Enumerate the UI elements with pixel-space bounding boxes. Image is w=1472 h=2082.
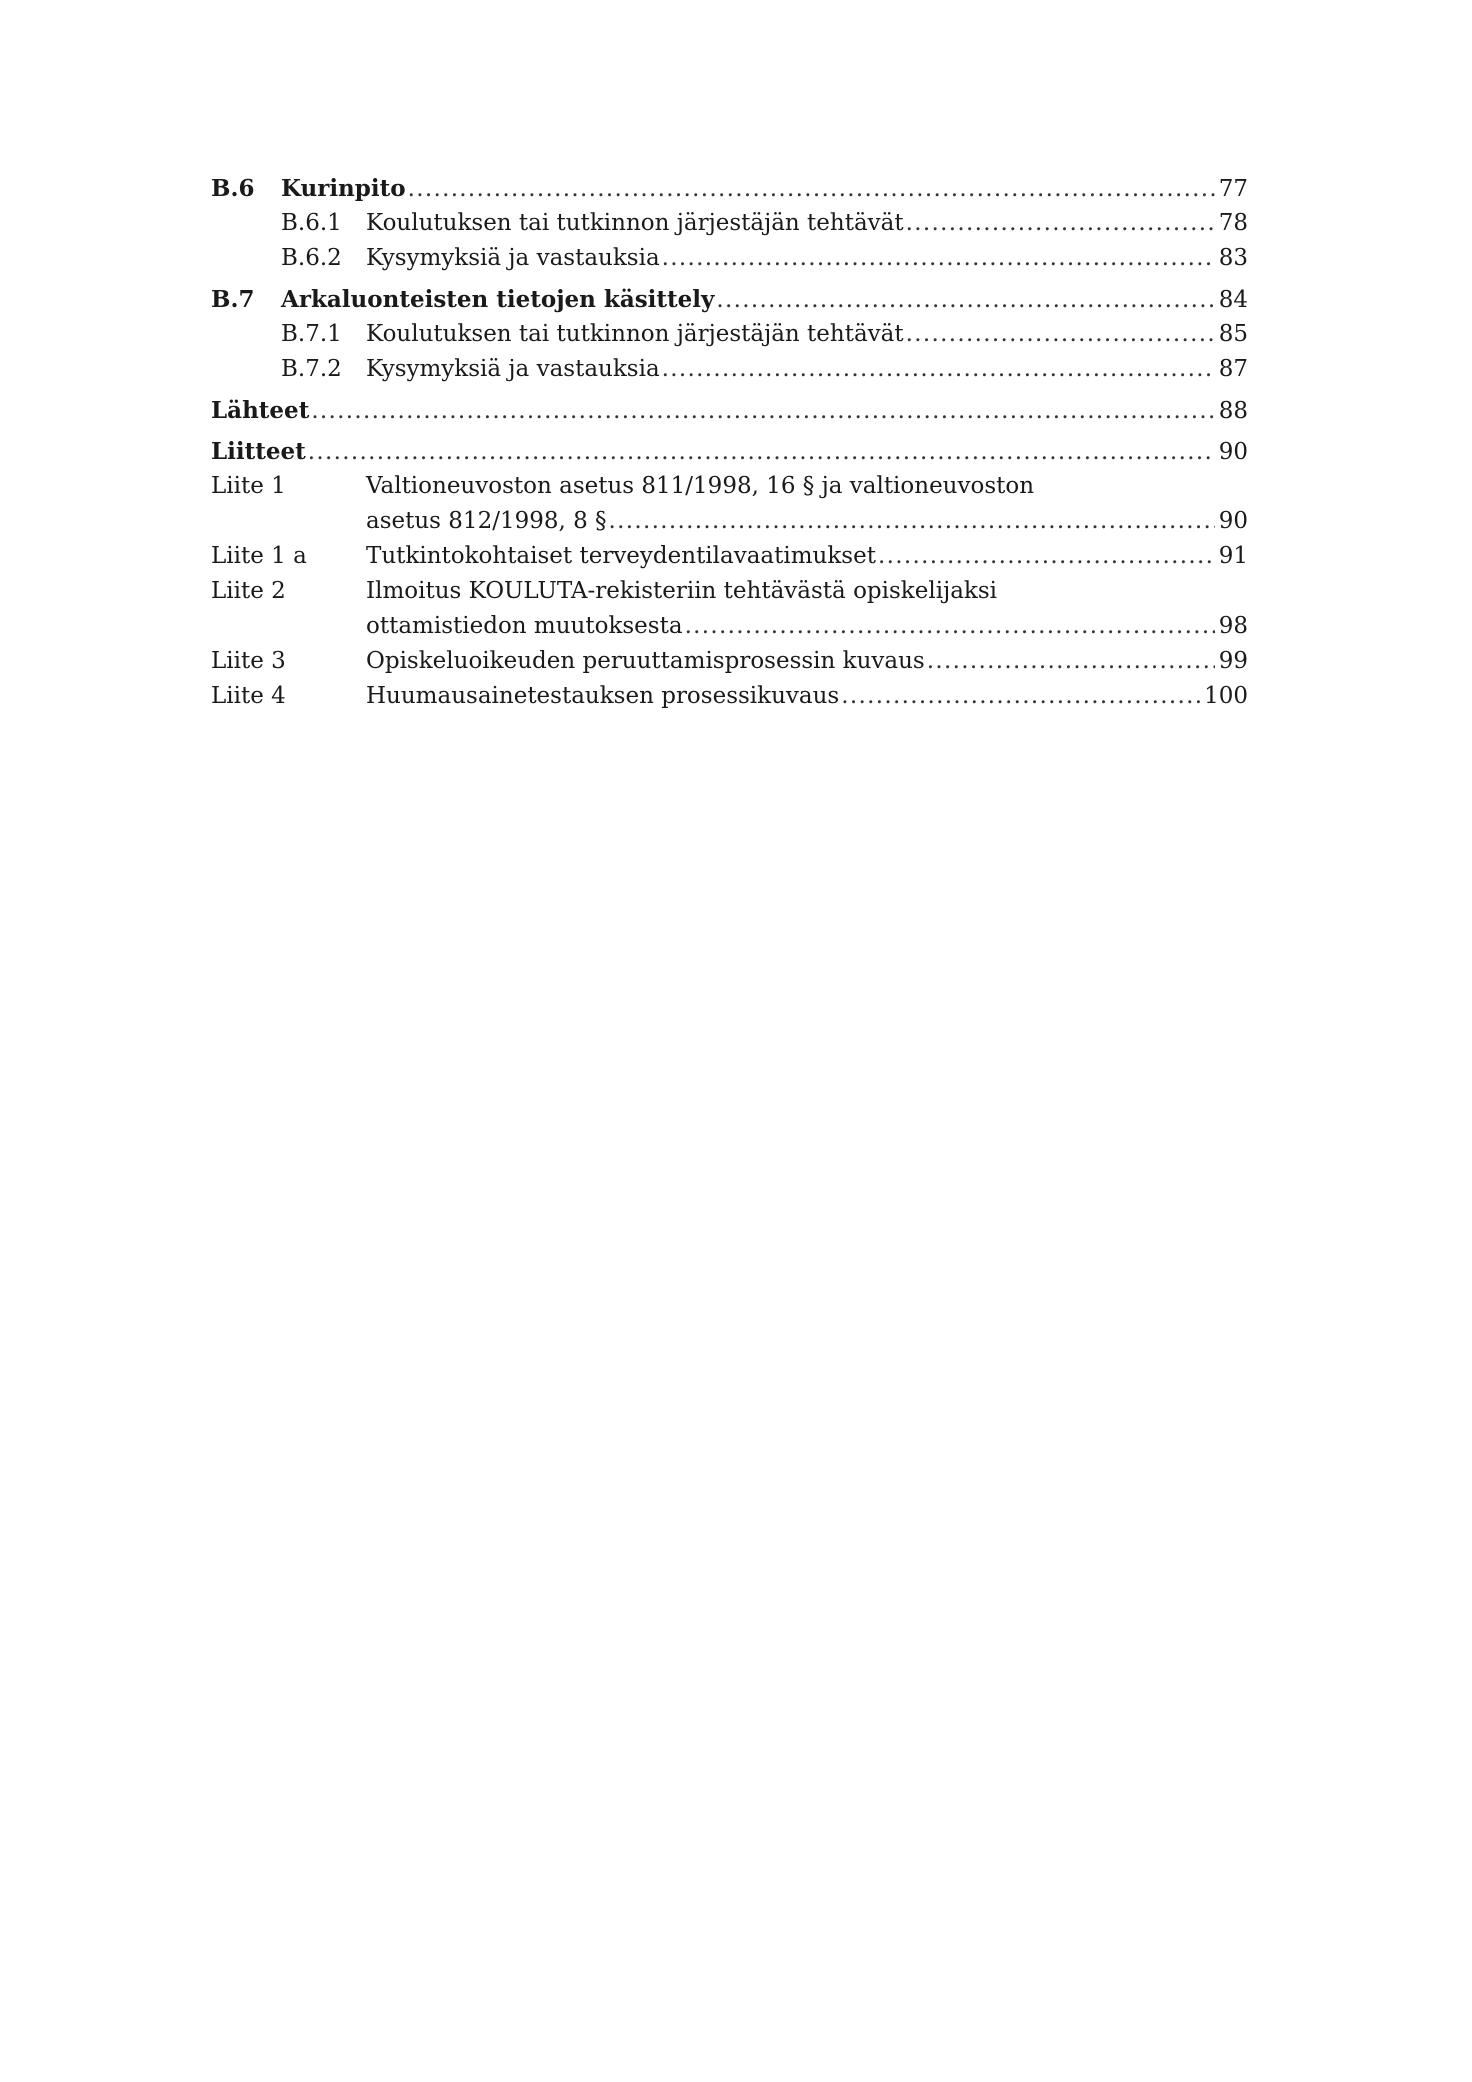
toc-number: B.6	[211, 175, 255, 202]
toc-number: B.7.2	[281, 356, 342, 382]
toc-title: Valtioneuvoston asetus 811/1998, 16 § ja valtioneuvoston	[366, 473, 1035, 499]
toc-title: Ilmoitus KOULUTA-rekisteriin tehtävästä opiskelijaksi	[366, 578, 998, 604]
dot-leader	[311, 394, 1214, 429]
toc-entry-b6-2	[211, 241, 1248, 276]
toc-number: B.6.1	[281, 210, 342, 236]
dot-leader	[609, 504, 1215, 539]
toc-entry-b7-2	[211, 352, 1248, 387]
toc-title-continuation: asetus 812/1998, 8 §	[366, 508, 607, 534]
toc-number: B.6.2	[281, 245, 342, 271]
toc-number: Liite 1 a	[211, 543, 307, 569]
toc-entry-liite-4	[211, 679, 1248, 714]
toc-entry-liitteet	[211, 434, 1248, 469]
table-of-contents	[211, 171, 1248, 714]
toc-entry-b6	[211, 171, 1248, 206]
toc-entry-b6-1	[211, 206, 1248, 241]
dot-leader	[841, 679, 1200, 714]
toc-number: Liite 2	[211, 578, 286, 604]
toc-page-number: 84	[1218, 287, 1248, 313]
toc-title: Koulutuksen tai tutkinnon järjestäjän tehtävät	[366, 210, 904, 236]
toc-title-continuation: ottamistiedon muutoksesta	[366, 613, 683, 639]
toc-entry-liite-2	[211, 574, 1248, 609]
toc-page-number: 87	[1218, 356, 1248, 382]
dot-leader	[906, 206, 1215, 241]
toc-page-number: 83	[1218, 245, 1248, 271]
toc-page-number: 91	[1218, 543, 1248, 569]
dot-leader	[662, 352, 1215, 387]
dot-leader	[308, 435, 1215, 470]
toc-entry-liite-1-continuation	[211, 504, 1248, 539]
dot-leader	[662, 241, 1215, 276]
toc-title: Liitteet	[211, 438, 306, 465]
toc-entry-liite-1	[211, 469, 1248, 504]
toc-number: Liite 3	[211, 648, 286, 674]
toc-page-number: 78	[1218, 210, 1248, 236]
dot-leader	[685, 609, 1215, 644]
toc-entry-b7-1	[211, 317, 1248, 352]
toc-title: Lähteet	[211, 397, 310, 424]
toc-page-number: 90	[1218, 508, 1248, 534]
toc-entry-lahteet	[211, 393, 1248, 428]
toc-title: Kurinpito	[281, 175, 406, 202]
dot-leader	[927, 644, 1215, 679]
toc-page-number: 100	[1204, 683, 1248, 709]
dot-leader	[408, 172, 1215, 207]
toc-page-number: 88	[1218, 398, 1248, 424]
toc-number: B.7.1	[281, 321, 342, 347]
toc-number: Liite 1	[211, 473, 286, 499]
toc-page-number: 77	[1218, 176, 1248, 202]
toc-title: Kysymyksiä ja vastauksia	[366, 245, 660, 271]
toc-page-number: 85	[1218, 321, 1248, 347]
toc-entry-liite-3	[211, 644, 1248, 679]
toc-number: B.7	[211, 286, 255, 313]
dot-leader	[906, 317, 1215, 352]
toc-page-number: 99	[1218, 648, 1248, 674]
dot-leader	[716, 283, 1214, 318]
dot-leader	[878, 539, 1215, 574]
toc-title: Tutkintokohtaiset terveydentilavaatimukset	[366, 543, 876, 569]
toc-page-number: 90	[1218, 439, 1248, 465]
toc-title: Koulutuksen tai tutkinnon järjestäjän tehtävät	[366, 321, 904, 347]
toc-number: Liite 4	[211, 683, 286, 709]
toc-title: Huumausainetestauksen prosessikuvaus	[366, 683, 840, 709]
toc-entry-liite-2-continuation	[211, 609, 1248, 644]
toc-title: Arkaluonteisten tietojen käsittely	[281, 286, 715, 313]
toc-title: Kysymyksiä ja vastauksia	[366, 356, 660, 382]
toc-entry-b7	[211, 282, 1248, 317]
toc-entry-liite-1a	[211, 539, 1248, 574]
toc-page-number: 98	[1218, 613, 1248, 639]
toc-title: Opiskeluoikeuden peruuttamisprosessin kuvaus	[366, 648, 925, 674]
